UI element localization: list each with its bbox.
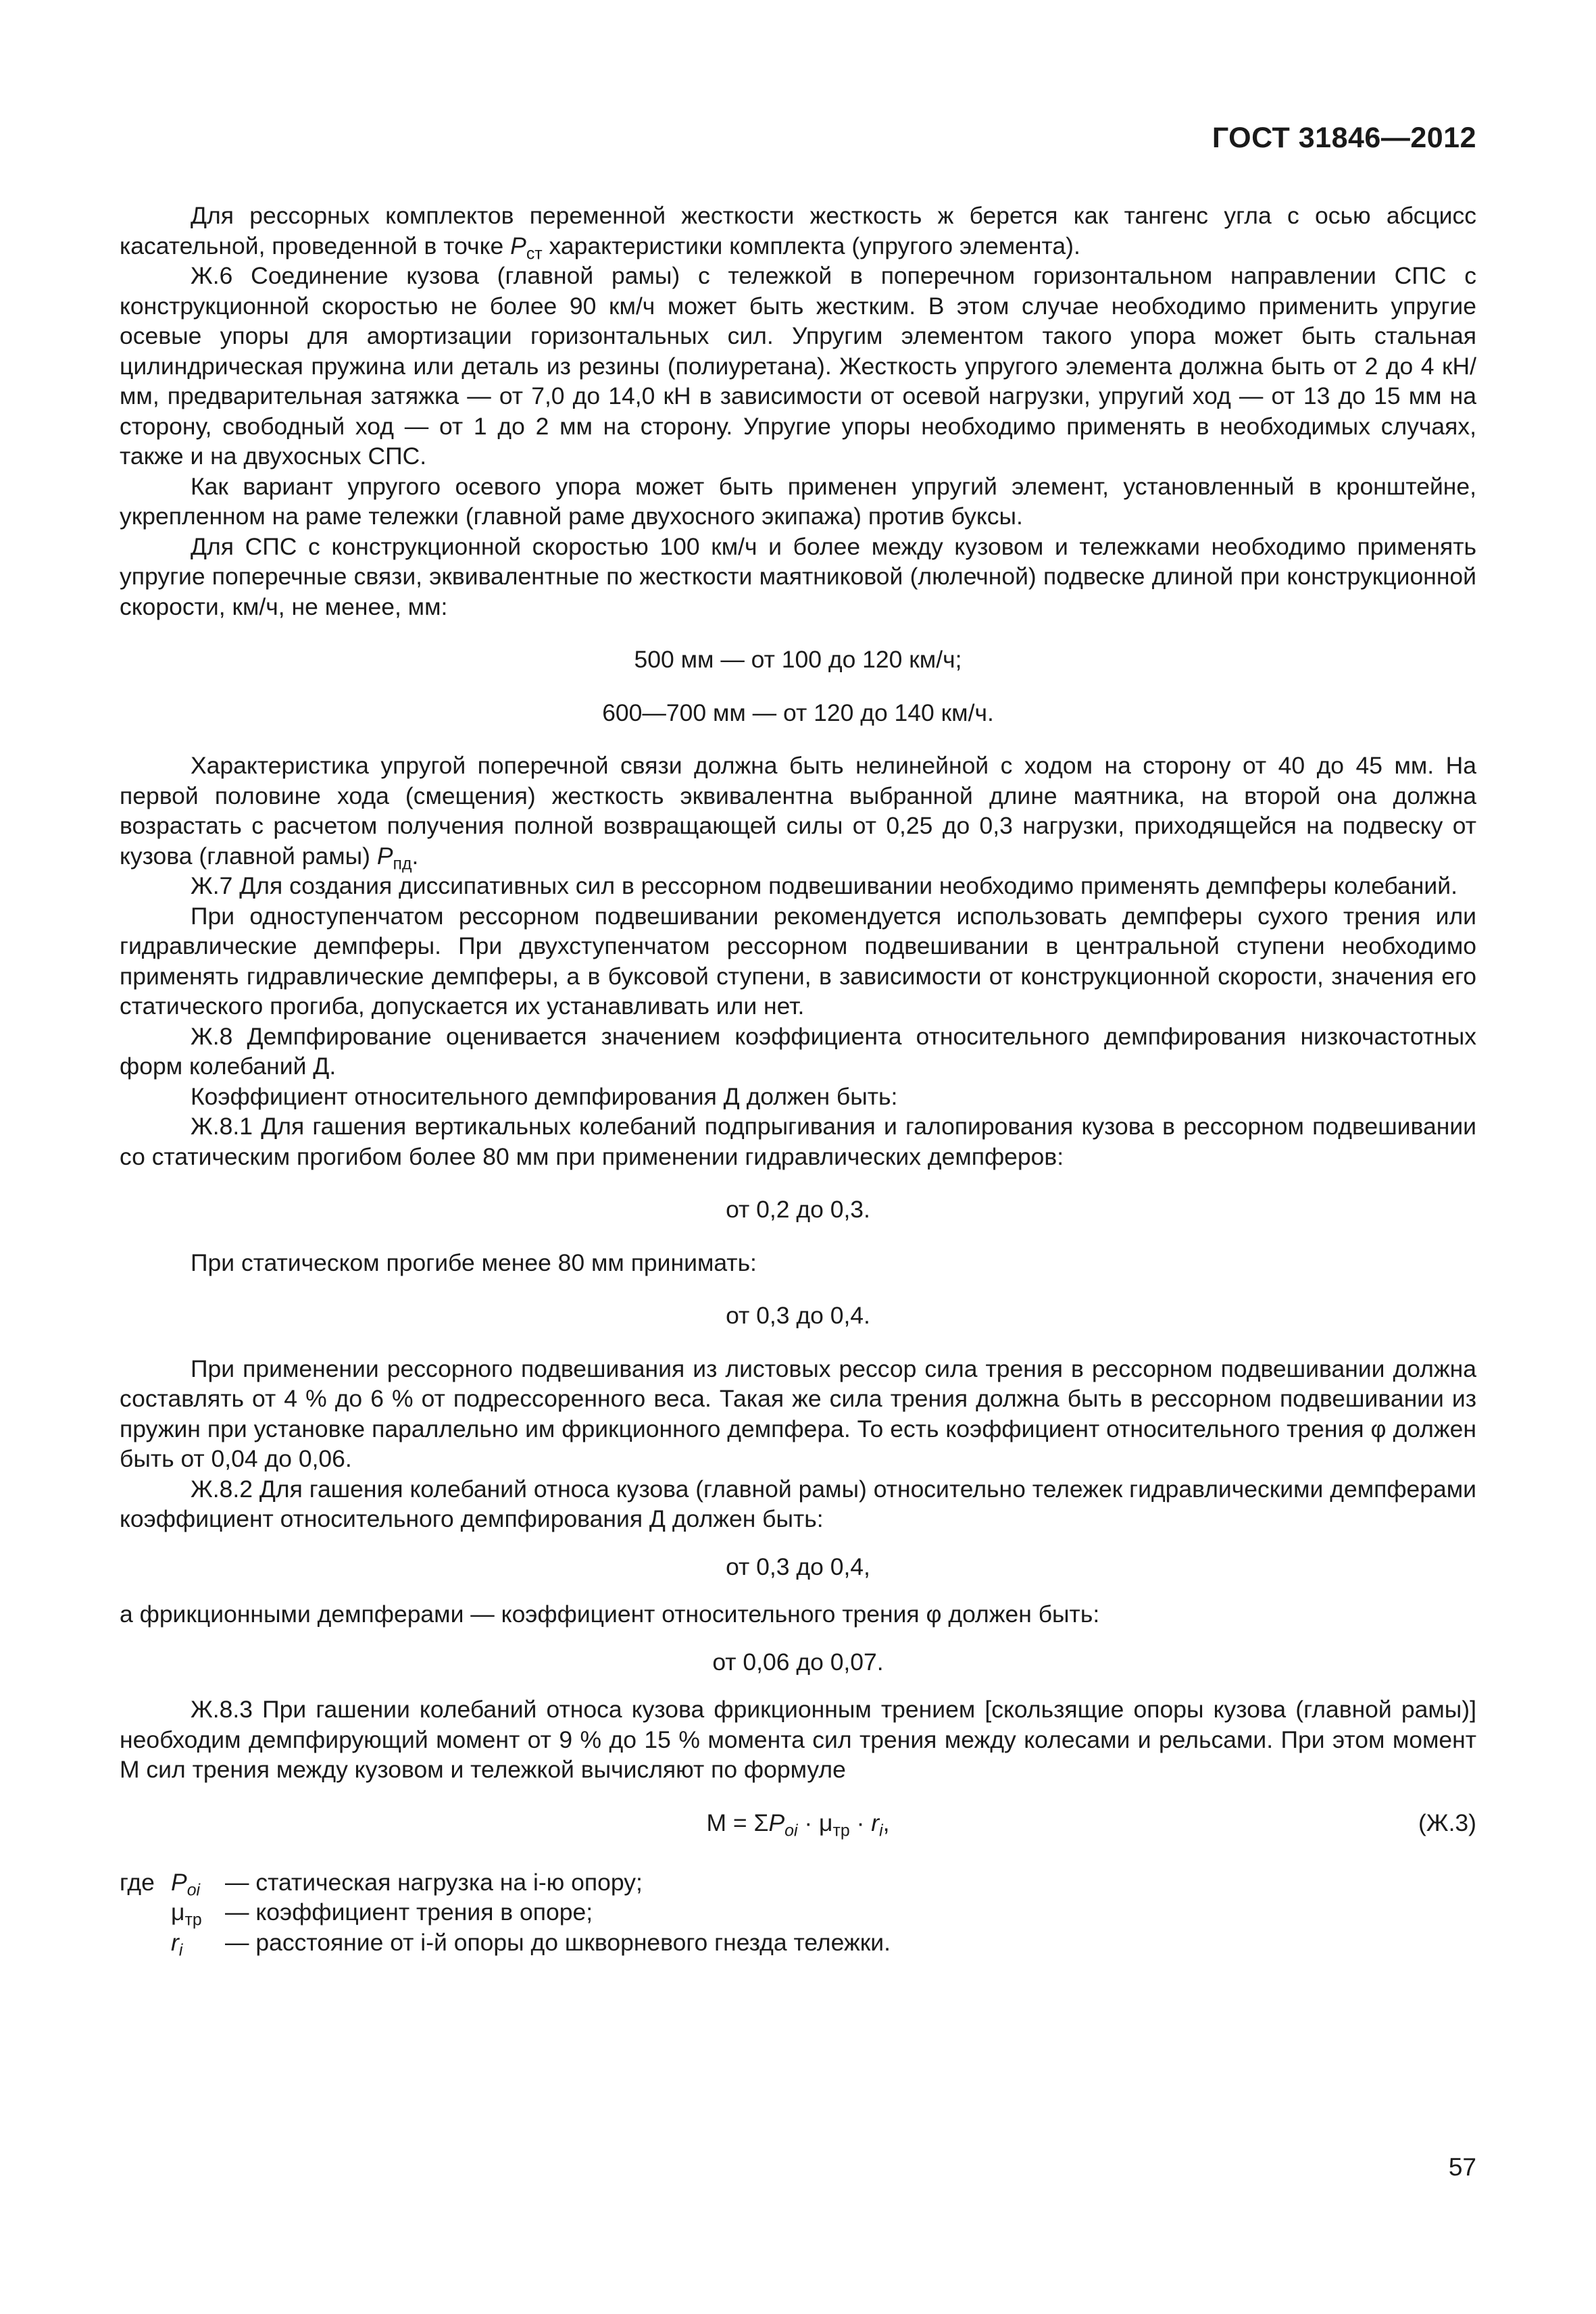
paragraph: При одноступенчатом рессорном подвешивании рекомендуется использовать демпферы сухого трения или гидравлические демпферы. При двухступенчатом рессорном подвешивании в центральной ступени необходимо применять гидравлические демпферы, а в буксовой ступени, в зависимости от конструкционной скорости, значения его статического прогиба, допускается их устанавливать или нет.	[120, 902, 1476, 1020]
paragraph: Ж.8.2 Для гашения колебаний относа кузова (главной рамы) относительно тележек гидравлическими демпферами коэффициент относительного демпфирования Д должен быть:	[120, 1475, 1476, 1532]
paragraph: Для СПС с конструкционной скоростью 100 км/ч и более между кузовом и тележками необходимо применять упругие поперечные связи, эквивалентные по жесткости маятниковой (люлечной) подвеске длиной при конструкционной скорости, км/ч, не менее, мм:	[120, 532, 1476, 620]
formula-legend	[120, 1867, 1476, 1958]
text: .	[412, 842, 419, 870]
formula-subscript: тр	[832, 1821, 850, 1840]
legend-row	[120, 1867, 1476, 1898]
paragraph: При применении рессорного подвешивания из листовых рессор сила трения в рессорном подвешивании должна составлять от 4 % до 6 % от подрессоренного веса. Такая же сила трения должна быть в рессорном подвешивании из пружин при установке параллельно им фрикционного демпфера. То есть коэффициент относительного трения φ должен быть от 0,04 до 0,06.	[120, 1355, 1476, 1472]
document-header: ГОСТ 31846—2012	[1212, 122, 1476, 154]
formula-subscript: oi	[784, 1821, 798, 1840]
formula-row	[120, 1808, 1476, 1838]
legend-row	[120, 1897, 1476, 1928]
formula-part: M = Σ	[706, 1809, 769, 1836]
subscript: ст	[526, 244, 543, 263]
text: Характеристика упругой поперечной связи должна быть нелинейной с ходом на сторону от 40 до 45 мм. На первой половине хода (смещения) жесткость эквивалентна выбранной длине маятника, на второй она должна возрастать с расчетом получения полной возвращающей силы от 0,25 до 0,3 нагрузки, приходящейся на подвеску от кузова (главной рамы)	[120, 752, 1476, 870]
paragraph	[120, 201, 1476, 261]
legend-text: — коэффициент трения в опоре;	[225, 1898, 593, 1926]
formula-symbol: P	[768, 1809, 785, 1836]
legend-symbol-letter: r	[171, 1928, 179, 1956]
paragraph: Ж.8.3 При гашении колебаний относа кузова фрикционным трением [скользящие опоры кузова (главной рамы)] необходим демпфирующий момент от 9 % до 15 % момента сил трения между колесами и рельсами. При этом момент М сил трения между кузовом и тележкой вычисляют по формуле	[120, 1696, 1476, 1783]
formula-part: ,	[882, 1809, 890, 1836]
paragraph: Ж.7 Для создания диссипативных сил в рессорном подвешивании необходимо применять демпферы колебаний.	[191, 872, 1457, 899]
formula-part: ·	[849, 1809, 872, 1836]
text: характеристики комплекта (упругого элемента).	[542, 232, 1080, 259]
legend-text: — статическая нагрузка на i-ю опору;	[225, 1868, 643, 1896]
legend-symbol-sub: oi	[186, 1880, 201, 1899]
subscript: пд	[393, 854, 412, 873]
centered-line: от 0,2 до 0,3.	[726, 1196, 870, 1223]
legend-symbol-sub: тр	[184, 1911, 202, 1930]
centered-line: 500 мм — от 100 до 120 км/ч;	[634, 646, 962, 673]
paragraph: Ж.8.1 Для гашения вертикальных колебаний подпрыгивания и галопирования кузова в рессорном подвешивании со статическим прогибом более 80 мм при применении гидравлических демпферов:	[120, 1113, 1476, 1170]
symbol: P	[510, 232, 526, 259]
paragraph	[120, 751, 1476, 871]
legend-symbol-letter: μ	[171, 1898, 185, 1926]
legend-row	[120, 1928, 1476, 1958]
paragraph: Ж.6 Соединение кузова (главной рамы) с тележкой в поперечном горизонтальном направлении СПС с конструкционной скоростью не более 90 км/ч может быть жестким. В этом случае необходимо применить упругие осевые упоры для амортизации горизонтальных сил. Упругим элементом такого упора может быть стальная цилиндрическая пружина или деталь из резины (полиуретана). Жесткость упругого элемента должна быть от 2 до 4 кН/мм, предварительная затяжка — от 7,0 до 14,0 кН в зависимости от осевой нагрузки, упругий ход — от 13 до 15 мм на сторону, свободный ход — от 1 до 2 мм на сторону. Упругие упоры необходимо применять в необходимых случаях, также и на двухосных СПС.	[120, 262, 1476, 470]
legend-spacer	[120, 1928, 171, 1958]
centered-line: от 0,3 до 0,4,	[726, 1553, 870, 1580]
page-number: 57	[1448, 2153, 1476, 2181]
formula-part: · μ	[797, 1809, 833, 1836]
legend-where: где	[120, 1868, 155, 1896]
symbol: P	[376, 842, 393, 870]
formula-symbol: r	[871, 1809, 880, 1836]
legend-symbol-sub: i	[178, 1940, 183, 1959]
legend-symbol	[171, 1897, 225, 1928]
equation-number: (Ж.3)	[1418, 1809, 1476, 1836]
legend-symbol-letter: P	[171, 1868, 187, 1896]
centered-line: от 0,06 до 0,07.	[712, 1648, 884, 1676]
centered-line: от 0,3 до 0,4.	[726, 1302, 870, 1329]
paragraph: Коэффициент относительного демпфирования Д должен быть:	[191, 1082, 898, 1110]
paragraph: Ж.8 Демпфирование оценивается значением коэффициента относительного демпфирования низкочастотных форм колебаний Д.	[120, 1022, 1476, 1080]
paragraph: При статическом прогибе менее 80 мм принимать:	[191, 1249, 757, 1276]
centered-line: 600—700 мм — от 120 до 140 км/ч.	[602, 699, 994, 726]
paragraph: Как вариант упругого осевого упора может быть применен упругий элемент, установленный в кронштейне, укрепленном на раме тележки (главной раме двухосного экипажа) против буксы.	[120, 472, 1476, 530]
paragraph: а фрикционными демпферами — коэффициент относительного трения φ должен быть:	[120, 1601, 1100, 1628]
formula	[120, 1808, 1476, 1838]
text: Для рессорных комплектов переменной жесткости жесткость ж берется как тангенс угла с осью абсцисс касательной, проведенной в точке	[120, 202, 1476, 259]
legend-symbol	[171, 1867, 225, 1898]
legend-spacer	[120, 1897, 171, 1928]
formula-subscript: i	[879, 1821, 883, 1840]
legend-text: — расстояние от i-й опоры до шкворневого гнезда тележки.	[225, 1928, 891, 1956]
document-body	[120, 201, 1476, 1957]
legend-symbol	[171, 1928, 225, 1958]
